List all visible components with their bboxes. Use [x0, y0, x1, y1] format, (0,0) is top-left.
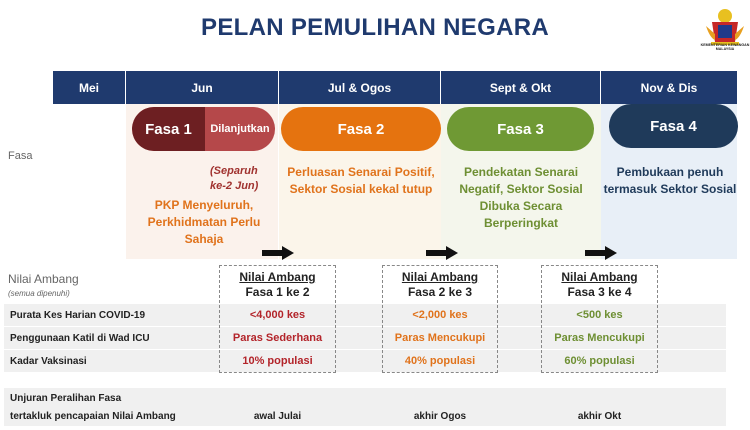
box3-icu-value: Paras Mencukupi — [554, 332, 645, 344]
threshold-box-2-title: Nilai Ambang — [401, 270, 479, 284]
box3-cases-value: <500 kes — [576, 309, 623, 321]
fasa2-pill: Fasa 2 — [281, 107, 441, 151]
box2-icu-value: Paras Mencukupi — [394, 332, 486, 344]
month-header-jul-ogos: Jul & Ogos — [279, 71, 441, 104]
logo-caption: KEMENTERIAN KEWANGAN MALAYSIA — [700, 43, 750, 51]
fasa4-desc: Pembukaan penuh termasuk Sektor Sosial — [603, 165, 737, 196]
box1-vax-value: 10% populasi — [242, 355, 313, 367]
threshold-sublabel: (semua dipenuhi) — [8, 289, 70, 298]
threshold-box-3-header — [541, 270, 658, 300]
fasa3-desc: Pendekatan Senarai Negatif, Sektor Sosial Dibuka Secara Berperingkat — [459, 165, 583, 230]
projection-value-2: akhir Ogos — [413, 411, 467, 422]
row-label-vaccination: Kadar Vaksinasi — [10, 356, 87, 367]
page-title: PELAN PEMULIHAN NEGARA — [201, 14, 549, 41]
month-header-nov-dis: Nov & Dis — [601, 71, 737, 104]
arrow-right-icon — [585, 246, 617, 260]
projection-label-1: Unjuran Peralihan Fasa — [10, 393, 122, 404]
threshold-box-1-title: Nilai Ambang — [239, 270, 316, 284]
projection-label-2: tertakluk pencapaian Nilai Ambang — [10, 411, 176, 422]
box2-vax-value: 40% populasi — [404, 355, 476, 367]
month-header-mei: Mei — [53, 71, 126, 104]
month-header-sept-okt: Sept & Okt — [441, 71, 601, 104]
arrow-right-icon — [426, 246, 458, 260]
fasa1-desc: PKP Menyeluruh, Perkhidmatan Perlu Sahaja — [147, 198, 261, 246]
fasa-row-label: Fasa — [8, 150, 33, 162]
threshold-box-3-title: Nilai Ambang — [561, 270, 638, 284]
projection-value-3: akhir Okt — [577, 411, 622, 422]
threshold-box-2-subtitle: Fasa 2 ke 3 — [407, 285, 473, 299]
threshold-box-2-header — [382, 270, 498, 300]
threshold-box-3-subtitle: Fasa 3 ke 4 — [567, 285, 632, 299]
box2-cases-value: <2,000 kes — [412, 309, 468, 321]
box1-cases-value: <4,000 kes — [249, 309, 306, 321]
box3-vax-value: 60% populasi — [564, 355, 635, 367]
fasa1-name: Fasa 1 — [132, 107, 205, 151]
fasa2-desc: Perluasan Senarai Positif, Sektor Sosial kekal tutup — [287, 165, 435, 196]
fasa3-pill: Fasa 3 — [447, 107, 594, 151]
month-header-jun: Jun — [126, 71, 279, 104]
fasa1-pill — [132, 107, 275, 151]
row-label-cases: Purata Kes Harian COVID-19 — [10, 310, 146, 321]
threshold-box-1-subtitle: Fasa 1 ke 2 — [245, 285, 310, 299]
threshold-box-1-header — [219, 270, 336, 300]
threshold-label: Nilai Ambang — [8, 272, 79, 286]
arrow-right-icon — [262, 246, 294, 260]
fasa1-note: (Separuh ke-2 Jun) — [210, 165, 259, 192]
box1-icu-value: Paras Sederhana — [232, 332, 323, 344]
row-label-icu: Penggunaan Katil di Wad ICU — [10, 333, 150, 344]
fasa4-pill: Fasa 4 — [609, 104, 738, 148]
fasa1-tag: Dilanjutkan — [210, 123, 270, 135]
projection-value-1: awal Julai — [253, 411, 302, 422]
